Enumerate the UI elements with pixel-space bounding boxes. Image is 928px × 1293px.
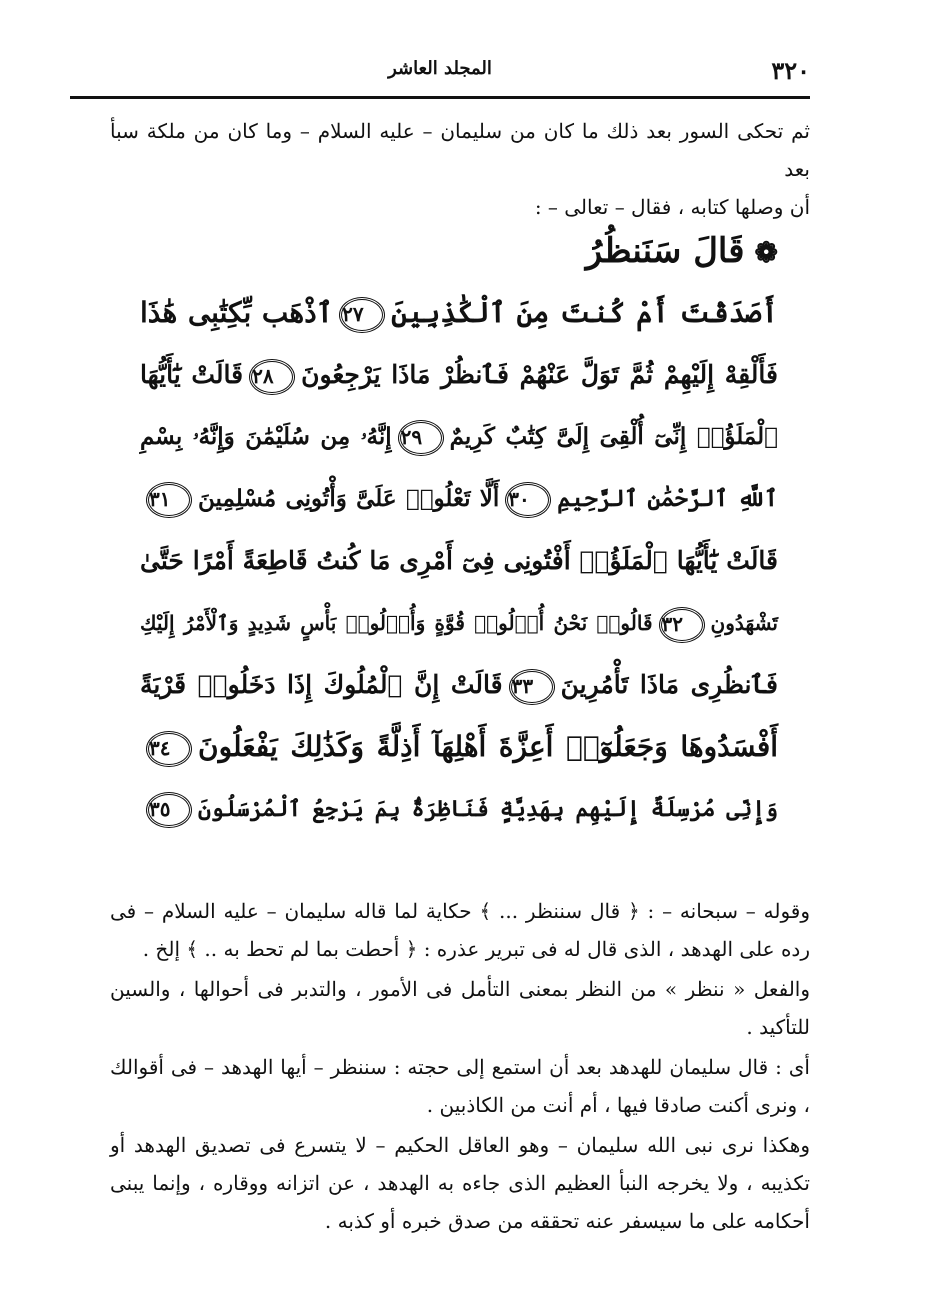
- verse-text: ٱلْمَلَؤُا۟ إِنِّىٓ أُلْقِىَ إِلَىَّ كِتَٰبٌ كَرِيمٌ: [449, 423, 778, 450]
- verse-text: فَٱنظُرِى مَاذَا تَأْمُرِينَ: [560, 670, 779, 699]
- commentary-section: [110, 892, 810, 1242]
- verse-text: وَإِنِّى مُرْسِلَةٌ إِلَيْهِم بِهَدِيَّةٍ فَنَاظِرَةٌۢ بِمَ يَرْجِعُ ٱلْمُرْسَلُونَ: [198, 796, 778, 822]
- verse-line: [140, 220, 778, 282]
- ayah-number: ٣٤: [146, 731, 192, 767]
- verse-line: [140, 406, 778, 468]
- verse-text: ٱذْهَب بِّكِتَٰبِى هَٰذَا: [140, 296, 334, 329]
- commentary-paragraph: وهكذا نرى نبى الله سليمان – وهو العاقل الحكيم – لا يتسرع فى تصديق الهدهد أو تكذيبه ، ولا يخرجه النبأ العظيم الذى جاءه به الهدهد ، عن اتزانه ووقاره ، وإنما يبنى أحكامه على ما سيسفر عنه تحققه من صدق خبره أو كذبه .: [110, 1133, 810, 1233]
- verse-text: قَالُوا۟ نَحْنُ أُو۟لُوا۟ قُوَّةٍ وَأُو۟لُوا۟ بَأْسٍ شَدِيدٍ وَٱلْأَمْرُ إِلَيْكِ: [140, 611, 653, 635]
- verse-text: أَصَدَقْتَ أَمْ كُنتَ مِنَ ٱلْكَٰذِبِينَ: [391, 296, 778, 329]
- verse-text: تَشْهَدُونِ: [710, 611, 778, 635]
- intro-line: ثم تحكى السور بعد ذلك ما كان من سليمان – عليه السلام – وما كان من ملكة سبأ بعد: [110, 119, 810, 181]
- page-number: ٣٢٠: [771, 56, 810, 85]
- verse-text: أَلَّا تَعْلُوا۟ عَلَىَّ وَأْتُونِى مُسْلِمِينَ: [198, 485, 500, 512]
- ayah-number: ٢٨: [249, 359, 295, 395]
- ayah-number: ٣٢: [659, 607, 705, 643]
- ayah-number: ٢٧: [339, 297, 385, 333]
- verse-line: [140, 530, 778, 592]
- verse-line: [140, 344, 778, 406]
- commentary-paragraph: والفعل « ننظر » من النظر بمعنى التأمل فى الأمور ، والتدبر فى أحوالها ، والسين للتأكيد .: [110, 977, 810, 1039]
- intro-line: أن وصلها كتابه ، فقال – تعالى – :: [534, 195, 810, 219]
- verse-text: قَالَتْ يَٰٓأَيُّهَا: [140, 360, 244, 389]
- verse-text: ٱللَّهِ ٱلرَّحْمَٰنِ ٱلرَّحِيمِ: [557, 485, 778, 512]
- verse-line: [140, 282, 778, 344]
- verse-text: قَالَ سَنَنظُرُ: [585, 231, 745, 271]
- verse-line: [140, 654, 778, 716]
- intro-paragraph: [110, 112, 810, 226]
- verse-line: [140, 468, 778, 530]
- commentary-paragraph: أى : قال سليمان للهدهد بعد أن استمع إلى حجته : سننظر – أيها الهدهد – فى أقوالك ، ونرى أكنت صادقا فيها ، أم أنت من الكاذبين .: [110, 1055, 810, 1117]
- verse-line: [140, 716, 778, 778]
- ayah-number: ٢٩: [398, 420, 444, 456]
- verse-text: فَأَلْقِهْ إِلَيْهِمْ ثُمَّ تَوَلَّ عَنْهُمْ فَٱنظُرْ مَاذَا يَرْجِعُونَ: [301, 360, 778, 389]
- verse-line: [140, 592, 778, 654]
- ayah-number: ٣٥: [146, 792, 192, 828]
- flower-ornament-icon: ❁: [754, 236, 778, 269]
- verse-line: [140, 778, 778, 840]
- verse-text: إِنَّهُۥ مِن سُلَيْمَٰنَ وَإِنَّهُۥ بِسْمِ: [140, 423, 392, 450]
- verse-text: أَفْسَدُوهَا وَجَعَلُوٓا۟ أَعِزَّةَ أَهْلِهَآ أَذِلَّةً وَكَذَٰلِكَ يَفْعَلُونَ: [198, 730, 778, 763]
- ayah-number: ٣١: [146, 482, 192, 518]
- volume-title: المجلد العاشر: [388, 58, 492, 79]
- ayah-number: ٣٣: [509, 669, 555, 705]
- ayah-number: ٣٠: [505, 482, 551, 518]
- header-divider: [70, 96, 810, 99]
- verse-text: قَالَتْ إِنَّ ٱلْمُلُوكَ إِذَا دَخَلُوا۟ قَرْيَةً: [140, 670, 503, 699]
- page-header: [70, 56, 810, 96]
- commentary-paragraph: وقوله – سبحانه – : ﴿ قال سننظر ... ﴾ حكاية لما قاله سليمان – عليه السلام – فى رده على الهدهد ، الذى قال له فى تبرير عذره : ﴿ أحطت بما لم تحط به .. ﴾ إلخ .: [110, 899, 810, 961]
- quran-verses: [140, 220, 778, 840]
- verse-text: قَالَتْ يَٰٓأَيُّهَا ٱلْمَلَؤُا۟ أَفْتُونِى فِىٓ أَمْرِى مَا كُنتُ قَاطِعَةً أَمْرًا حَتَّىٰ: [140, 546, 778, 575]
